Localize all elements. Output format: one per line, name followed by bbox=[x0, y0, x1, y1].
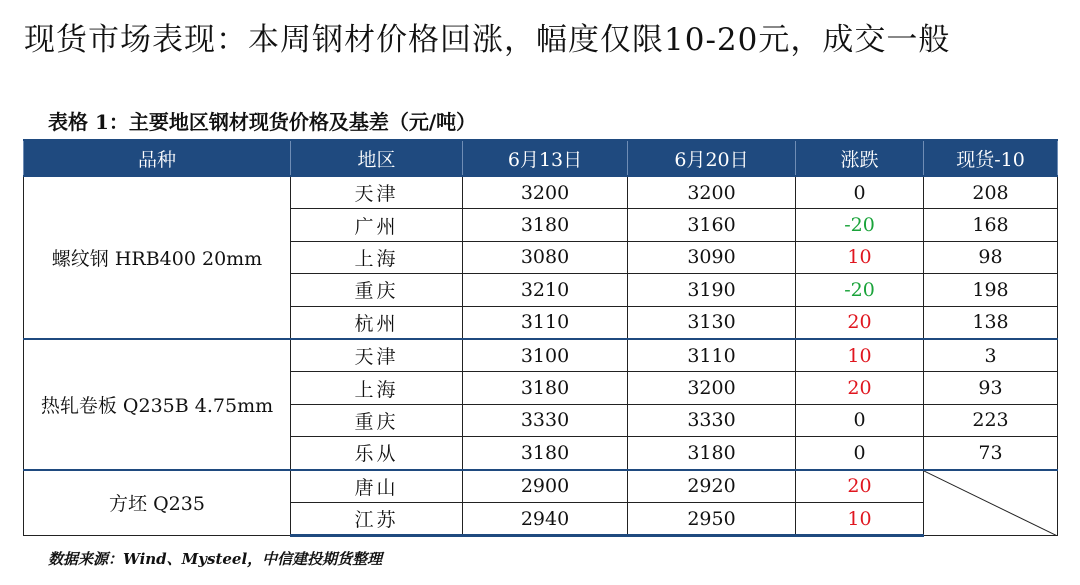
table-row bbox=[24, 339, 1058, 372]
price-jun20-cell: 3330 bbox=[628, 404, 796, 436]
change-cell: 20 bbox=[796, 306, 924, 339]
diagonal-line-icon bbox=[924, 471, 1057, 536]
region-cell: 重庆 bbox=[291, 404, 463, 436]
price-jun13-cell: 3180 bbox=[463, 372, 628, 404]
change-cell: 0 bbox=[796, 437, 924, 470]
change-cell: 10 bbox=[796, 339, 924, 372]
header-product: 品种 bbox=[24, 140, 291, 176]
basis-cell: 3 bbox=[924, 339, 1058, 372]
region-cell: 江苏 bbox=[291, 502, 463, 535]
basis-cell: 93 bbox=[924, 372, 1058, 404]
product-cell: 热轧卷板 Q235B 4.75mm bbox=[24, 339, 291, 470]
region-cell: 唐山 bbox=[291, 470, 463, 503]
price-jun20-cell: 3190 bbox=[628, 274, 796, 306]
price-jun13-cell: 3180 bbox=[463, 209, 628, 241]
region-cell: 上海 bbox=[291, 372, 463, 404]
data-source-note: 数据来源：Wind、Mysteel，中信建投期货整理 bbox=[48, 550, 383, 568]
price-jun20-cell: 3180 bbox=[628, 437, 796, 470]
change-cell: 10 bbox=[796, 502, 924, 535]
change-cell: 10 bbox=[796, 241, 924, 273]
product-cell: 方坯 Q235 bbox=[24, 470, 291, 536]
change-cell: 0 bbox=[796, 404, 924, 436]
basis-cell: 138 bbox=[924, 306, 1058, 339]
region-cell: 广州 bbox=[291, 209, 463, 241]
change-cell: 20 bbox=[796, 470, 924, 503]
price-jun20-cell: 3160 bbox=[628, 209, 796, 241]
change-cell: 0 bbox=[796, 176, 924, 209]
price-jun13-cell: 3180 bbox=[463, 437, 628, 470]
price-jun13-cell: 3080 bbox=[463, 241, 628, 273]
price-jun20-cell: 2920 bbox=[628, 470, 796, 503]
page-title: 现货市场表现：本周钢材价格回涨，幅度仅限10-20元，成交一般 bbox=[24, 22, 951, 58]
price-jun13-cell: 3210 bbox=[463, 274, 628, 306]
header-jun20: 6月20日 bbox=[628, 140, 796, 176]
price-jun13-cell: 3100 bbox=[463, 339, 628, 372]
region-cell: 杭州 bbox=[291, 306, 463, 339]
table-row bbox=[24, 470, 1058, 503]
header-region: 地区 bbox=[291, 140, 463, 176]
region-cell: 重庆 bbox=[291, 274, 463, 306]
product-cell: 螺纹钢 HRB400 20mm bbox=[24, 176, 291, 339]
basis-cell: 208 bbox=[924, 176, 1058, 209]
table-header-row bbox=[24, 140, 1058, 176]
price-jun20-cell: 2950 bbox=[628, 502, 796, 535]
header-basis: 现货-10 bbox=[924, 140, 1058, 176]
change-cell: 20 bbox=[796, 372, 924, 404]
price-jun20-cell: 3130 bbox=[628, 306, 796, 339]
region-cell: 乐从 bbox=[291, 437, 463, 470]
price-jun13-cell: 2940 bbox=[463, 502, 628, 535]
region-cell: 上海 bbox=[291, 241, 463, 273]
region-cell: 天津 bbox=[291, 176, 463, 209]
header-change: 涨跌 bbox=[796, 140, 924, 176]
steel-price-table bbox=[23, 139, 1058, 537]
change-cell: -20 bbox=[796, 274, 924, 306]
basis-empty-diagonal-cell bbox=[924, 470, 1058, 536]
price-jun13-cell: 3110 bbox=[463, 306, 628, 339]
region-cell: 天津 bbox=[291, 339, 463, 372]
price-jun13-cell: 2900 bbox=[463, 470, 628, 503]
table-row bbox=[24, 176, 1058, 209]
basis-cell: 223 bbox=[924, 404, 1058, 436]
price-jun20-cell: 3110 bbox=[628, 339, 796, 372]
basis-cell: 98 bbox=[924, 241, 1058, 273]
price-jun20-cell: 3200 bbox=[628, 176, 796, 209]
header-jun13: 6月13日 bbox=[463, 140, 628, 176]
change-cell: -20 bbox=[796, 209, 924, 241]
table-caption: 表格 1：主要地区钢材现货价格及基差（元/吨） bbox=[48, 110, 477, 134]
price-jun13-cell: 3200 bbox=[463, 176, 628, 209]
price-jun20-cell: 3200 bbox=[628, 372, 796, 404]
price-jun20-cell: 3090 bbox=[628, 241, 796, 273]
basis-cell: 73 bbox=[924, 437, 1058, 470]
basis-cell: 168 bbox=[924, 209, 1058, 241]
price-jun13-cell: 3330 bbox=[463, 404, 628, 436]
basis-cell: 198 bbox=[924, 274, 1058, 306]
